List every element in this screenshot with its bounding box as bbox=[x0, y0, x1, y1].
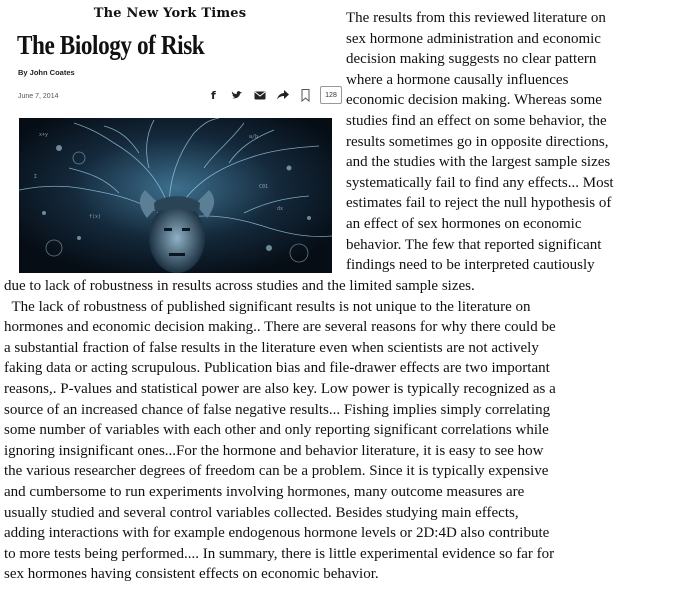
body-text-line: findings need to be interpreted cautiously bbox=[346, 257, 595, 274]
comment-count: 128 bbox=[325, 91, 337, 99]
email-icon[interactable] bbox=[251, 87, 268, 104]
facebook-icon[interactable] bbox=[205, 87, 222, 104]
svg-text:dx: dx bbox=[277, 206, 284, 212]
share-arrow-icon[interactable] bbox=[274, 87, 291, 104]
twitter-icon[interactable] bbox=[228, 87, 245, 104]
body-text-line: estimates fail to reject the null hypothesis of bbox=[346, 195, 612, 212]
body-text-line: some number of variables with each other and only reporting significant correlations while bbox=[4, 422, 549, 439]
svg-text:Σ: Σ bbox=[34, 174, 38, 180]
body-text-line: reasons,. P-values and statistical power are also key. Low power is typically recognized as a bbox=[4, 380, 556, 397]
body-text-line: an effect of sex hormones on economic bbox=[346, 215, 582, 232]
body-text-line: adding interactions with for example endogenous hormone levels or 2D:4D also contribute bbox=[4, 525, 550, 542]
body-text-line: economic decision making. Whereas some bbox=[346, 92, 602, 109]
text-column bbox=[346, 8, 674, 276]
body-text-line: and the studies with the largest sample sizes bbox=[346, 154, 611, 171]
body-text-line: usually studied and several control variables collected. Besides studying main effects, bbox=[4, 504, 519, 521]
article-photo bbox=[19, 118, 332, 273]
body-text-line: behavior. The few that reported significant bbox=[346, 236, 602, 253]
full-width-text bbox=[4, 276, 676, 585]
svg-text:C01: C01 bbox=[259, 184, 269, 190]
body-text-line: due to lack of robustness in results across studies and the limited sample sizes. bbox=[4, 278, 475, 294]
body-text-line: to more tests being performed.... In summary, there is little experimental evidence so far for bbox=[4, 545, 555, 562]
article-clipping bbox=[0, 0, 340, 276]
article-byline[interactable]: By John Coates bbox=[18, 68, 75, 77]
comment-icon[interactable] bbox=[320, 86, 342, 104]
masthead-logo[interactable]: The New York Times bbox=[93, 6, 247, 21]
svg-text:f: f bbox=[210, 89, 216, 101]
body-text-line: studies find an effect on some behavior, the bbox=[346, 112, 607, 129]
body-text-line: systematically fail to find any effects... Most bbox=[346, 174, 614, 191]
svg-text:x+y: x+y bbox=[39, 132, 49, 138]
body-text-line: ignoring insignificant ones...For the hormone and behavior literature, it is easy to see how bbox=[4, 442, 544, 459]
article-headline[interactable]: The Biology of Risk bbox=[17, 30, 205, 60]
article-date: June 7, 2014 bbox=[18, 93, 59, 100]
svg-text:f(x): f(x) bbox=[89, 214, 102, 220]
body-text-line: sex hormone administration and economic bbox=[346, 30, 601, 47]
body-text-line: a substantial fraction of false results in the literature even when scientists are not actively bbox=[4, 339, 539, 356]
share-toolbar bbox=[205, 86, 342, 104]
body-text-line: The results from this reviewed literature on bbox=[346, 10, 606, 26]
body-text-line: where a hormone causally influences bbox=[346, 71, 569, 88]
bookmark-icon[interactable] bbox=[297, 87, 314, 104]
body-text-line: results sometimes go in opposite directions, bbox=[346, 133, 609, 150]
body-text-line: source of an increased chance of false negative results... Fishing implies simply correlating bbox=[4, 401, 551, 418]
body-text-line: hormones and economic decision making.. There are several reasons for why there could be bbox=[4, 319, 556, 336]
body-text-line: sex hormones having consistent effects on economic behavior. bbox=[4, 566, 379, 583]
body-text-line: decision making suggests no clear pattern bbox=[346, 51, 597, 68]
body-text-line: faking data or acting scrupulous. Publication bias and file-drawer effects are two important bbox=[4, 360, 550, 377]
body-text-line: and cumbersome to run experiments involving hormones, many outcome measures are bbox=[4, 483, 525, 500]
body-text-line: The lack of robustness of published significant results is not unique to the literature on bbox=[4, 298, 531, 315]
body-text-line: the various researcher degrees of freedom can be a problem. Since it is typically expensive bbox=[4, 463, 549, 480]
svg-text:a/b: a/b bbox=[249, 134, 259, 140]
